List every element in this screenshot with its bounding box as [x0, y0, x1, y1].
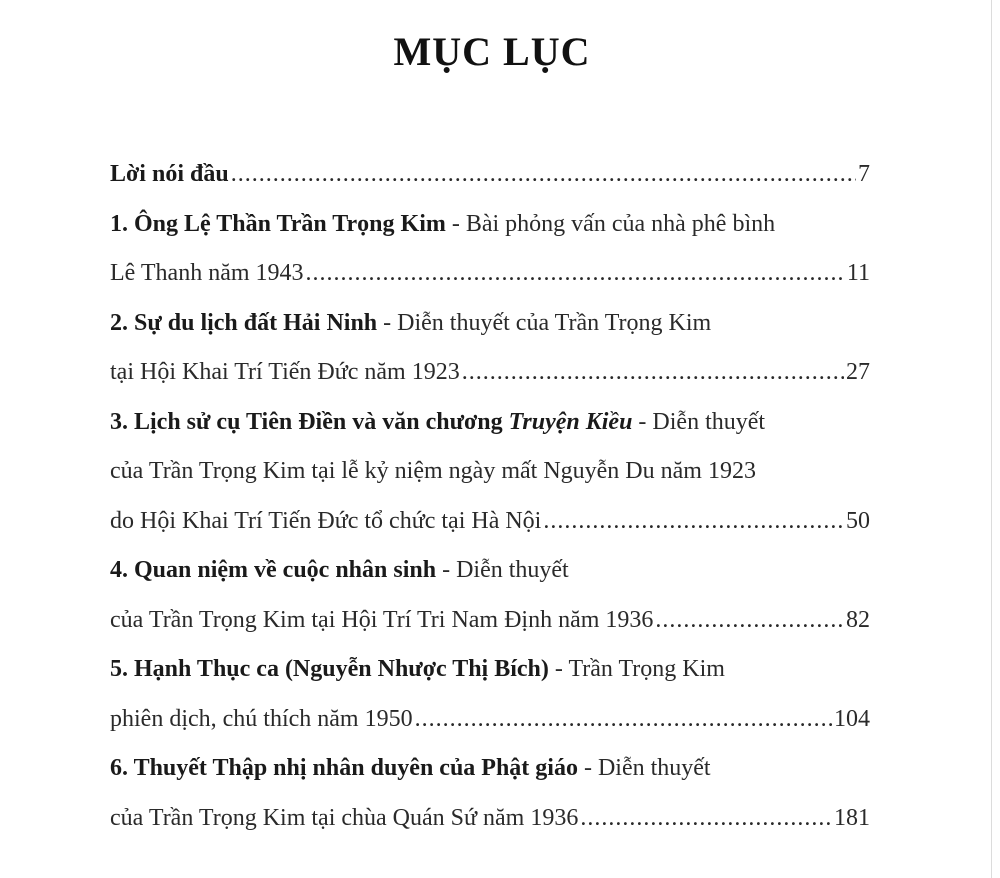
toc-line-text: [110, 299, 711, 349]
dot-leader: [462, 348, 844, 398]
entry-description: phiên dịch, chú thích năm 1950: [110, 705, 413, 732]
entry-heading: 1. Ông Lệ Thần Trần Trọng Kim: [110, 210, 446, 237]
toc-line: [110, 348, 870, 398]
table-of-contents: [110, 150, 870, 843]
entry-description: của Trần Trọng Kim tại lễ kỷ niệm ngày mất Nguyễn Du năm 1923: [110, 458, 756, 484]
entry-description: - Bài phỏng vấn của nhà phê bình: [445, 210, 776, 237]
toc-line-text: [110, 249, 304, 299]
toc-line: [110, 150, 870, 200]
toc-line-text: [110, 348, 460, 398]
entry-heading: 2. Sự du lịch đất Hải Ninh: [110, 309, 378, 336]
entry-heading: 4. Quan niệm về cuộc nhân sinh: [110, 557, 437, 583]
page-number: 181: [834, 804, 870, 831]
entry-description: Lê Thanh năm 1943: [110, 260, 304, 286]
toc-line-text: [110, 200, 775, 250]
toc-line: [110, 645, 870, 695]
toc-line-text: [110, 695, 413, 745]
entry-heading: 6. Thuyết Thập nhị nhân duyên của Phật giáo: [110, 755, 578, 781]
page-number: 50: [846, 507, 870, 534]
entry-description: do Hội Khai Trí Tiến Đức tổ chức tại Hà Nội: [110, 507, 542, 534]
entry-description: - Diễn thuyết của Trần Trọng Kim: [377, 309, 712, 336]
toc-line-text: [110, 794, 578, 844]
toc-line-text: [110, 744, 711, 794]
entry-heading: 5. Hạnh Thục ca (Nguyễn Nhược Thị Bích): [110, 656, 549, 682]
dot-leader: [580, 794, 832, 844]
entry-description: - Diễn thuyết: [632, 408, 766, 435]
dot-leader: [543, 497, 844, 547]
page-edge-divider: [991, 0, 992, 878]
dot-leader: [231, 150, 856, 200]
toc-line: [110, 398, 870, 448]
toc-entry[interactable]: [110, 744, 870, 843]
toc-entry[interactable]: [110, 645, 870, 744]
toc-line: [110, 546, 870, 596]
dot-leader: [655, 596, 844, 646]
entry-heading: 3. Lịch sử cụ Tiên Điền và văn chương: [110, 408, 509, 435]
toc-line-text: [110, 497, 541, 547]
toc-line: [110, 447, 870, 497]
toc-line: [110, 744, 870, 794]
entry-heading: Lời nói đầu: [110, 161, 229, 187]
page-number: 82: [846, 606, 870, 633]
toc-line: [110, 200, 870, 250]
toc-line: [110, 497, 870, 547]
page-title: MỤC LỤC: [393, 29, 591, 74]
toc-entry[interactable]: [110, 150, 870, 200]
entry-description: của Trần Trọng Kim tại Hội Trí Tri Nam Định năm 1936: [110, 606, 654, 633]
toc-entry[interactable]: [110, 546, 870, 645]
entry-description: - Diễn thuyết: [436, 557, 569, 583]
entry-description: - Trần Trọng Kim: [548, 656, 725, 682]
toc-entry[interactable]: [110, 299, 870, 398]
entry-heading-italic: Truyện Kiều: [508, 408, 633, 435]
toc-line: [110, 596, 870, 646]
entry-description: của Trần Trọng Kim tại chùa Quán Sứ năm 1936: [110, 804, 579, 831]
toc-line: [110, 695, 870, 745]
toc-line: [110, 299, 870, 349]
page-number: 7: [858, 161, 870, 187]
toc-line-text: [110, 546, 569, 596]
page-number: 104: [834, 705, 870, 732]
toc-line-text: [110, 645, 725, 695]
toc-entry[interactable]: [110, 200, 870, 299]
dot-leader: [415, 695, 832, 745]
toc-line: [110, 794, 870, 844]
toc-entry[interactable]: [110, 398, 870, 547]
page-number: 27: [846, 359, 870, 385]
entry-description: tại Hội Khai Trí Tiến Đức năm 1923: [110, 359, 460, 385]
toc-line: [110, 249, 870, 299]
entry-description: - Diễn thuyết: [577, 755, 711, 781]
dot-leader: [306, 249, 845, 299]
page-number: 11: [846, 260, 870, 286]
toc-line-text: [110, 596, 653, 646]
toc-line-text: [110, 447, 756, 497]
toc-line-text: [110, 150, 229, 200]
toc-line-text: [110, 398, 765, 448]
